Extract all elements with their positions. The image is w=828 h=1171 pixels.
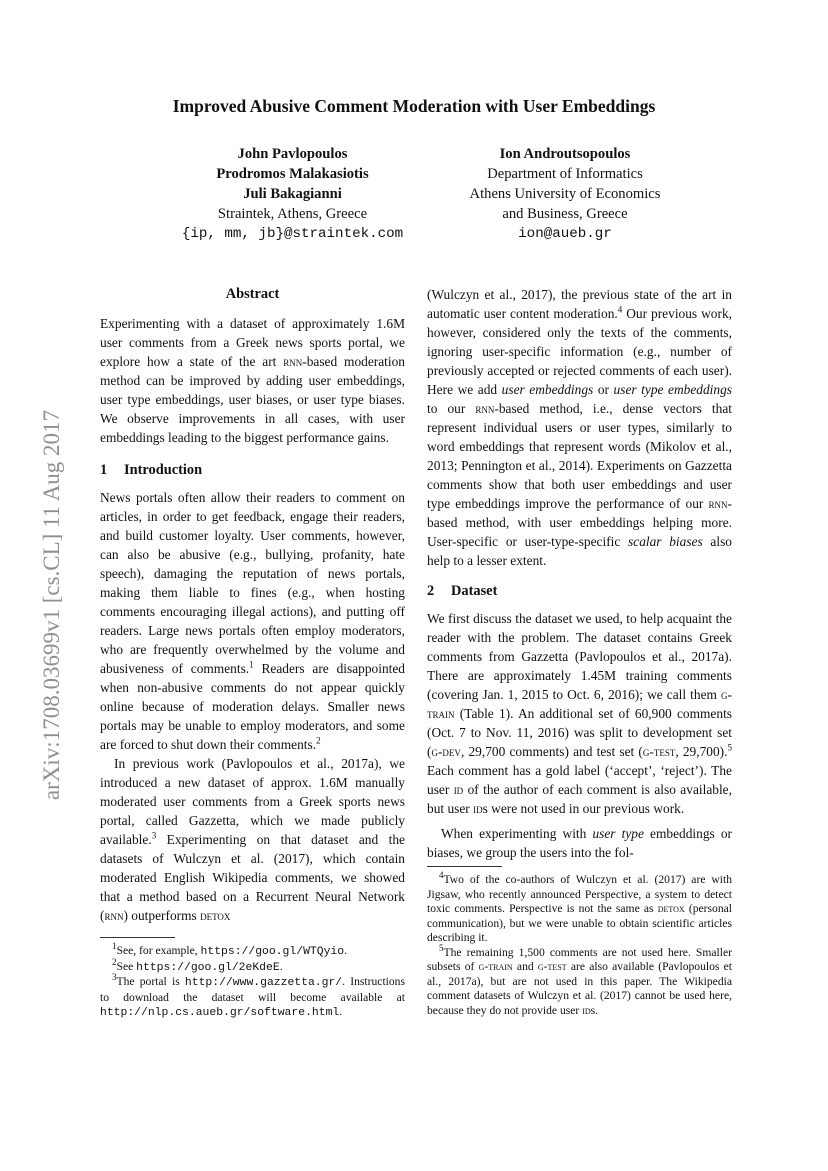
footnote-mark: 1: [249, 659, 254, 670]
paper-title: Improved Abusive Comment Moderation with User Embeddings: [172, 96, 656, 116]
footnote-mark: 2: [316, 735, 321, 746]
author-affiliation: Straintek, Athens, Greece: [217, 206, 368, 222]
author-affiliation: Athens University of Economics: [469, 186, 661, 202]
author-name: John Pavlopoulos: [237, 146, 348, 162]
author-block-left: [140, 144, 445, 244]
abstract-heading: Abstract: [225, 286, 280, 302]
footnote: $^1$See, for example, https://goo.gl/WTQyio.: [112, 941, 347, 958]
footnote: $^4$Two of the co-authors of Wulczyn et al. (2017) are with Jigsaw, who recently announced Perspective, a system to detect toxic comments. Perspective is not the same as detox (personal communication), but we were unable to obtain scientific articles describing it.: [427, 870, 732, 944]
footnote: $^3$The portal is http://www.gazzetta.gr/. Instructions to download the dataset will become available at http://nlp.cs.aueb.gr/software.html.: [100, 972, 405, 1019]
footnote-link: http://nlp.cs.aueb.gr/software.html: [100, 1007, 340, 1019]
author-affiliation: Department of Informatics: [487, 166, 643, 182]
footnote-link: https://goo.gl/WTQyio: [200, 946, 345, 958]
author-block-right: [420, 144, 710, 244]
author-name: Prodromos Malakasiotis: [216, 166, 369, 182]
intro-paragraph: News portals often allow their readers to comment on articles, in order to get feedback, engage their readers, and build customer loyalty. User comments, however, can also be abusive (e.g., bullying, profanity, hate speech), damaging the reputation of news portals, making them liable to fines (e.g., when hosting comments encouraging illegal actions), and putting off readers. Large news portals often employ moderators, who are frequently overwhelmed by the volume and abusiveness of comments.$^1$ Readers are disappointed when non-abusive comments do not appear quickly online because of moderation delays. Smaller news portals may be unable to employ moderators, and some are forced to shut down their comments.$^2$: [100, 490, 405, 752]
footnote-link: https://goo.gl/2eKdeE: [136, 961, 280, 974]
footnote-rule: [100, 937, 175, 938]
author-email: ion@aueb.gr: [518, 226, 612, 242]
right-column: [427, 285, 732, 1018]
author-name: Ion Androutsopoulos: [499, 146, 631, 162]
section-heading-dataset: 2 Dataset: [427, 583, 498, 599]
intro-paragraph-continued: (Wulczyn et al., 2017), the previous state of the art in automatic user content moderation.$^4$ Our previous work, however, considered only the texts of the comments, ignoring user-specific information (e.g., number of previously accepted or rejected comments of each user). Here we add user embeddings or user type embeddings to our rnn-based method, i.e., dense vectors that represent individual users or user types, similarly to word embeddings that represent words (Mikolov et al., 2013; Pennington et al., 2014). Experiments on Gazzetta comments show that both user embeddings and user type embeddings improve the performance of our rnn-based method, with user embeddings helping more. User-specific or user-type-specific scalar biases also help to a lesser extent.: [427, 287, 732, 568]
intro-paragraph: In previous work (Pavlopoulos et al., 2017a), we introduced a new dataset of approx. 1.6M manually moderated user comments from a Greek sports news portal, called Gazzetta, which we made publicly available.$^3$ Experimenting on that dataset and the datasets of Wulczyn et al. (2017), which contain moderated English Wikipedia comments, we showed that a method based on a Recurrent Neural Network (rnn) outperforms detox: [100, 756, 405, 923]
abstract-text: Experimenting with a dataset of approximately 1.6M user comments from a Greek news sports portal, we explore how a state of the art rnn-based moderation method can be improved by adding user embeddings, user type embeddings, user biases, or user type biases. We observe improvements in all cases, with user embeddings leading to the biggest performance gains.: [100, 316, 406, 445]
footnote-mark: 4: [617, 304, 623, 315]
footnote-rule: [427, 866, 502, 867]
section-heading-introduction: 1 Introduction: [100, 462, 203, 478]
footnote-mark: 3: [151, 830, 157, 841]
dataset-paragraph: When experimenting with user type embeddings or biases, we group the users into the fol-: [427, 826, 733, 860]
footnote-mark: 5: [727, 742, 732, 753]
left-column: [100, 285, 405, 1021]
dataset-paragraph: We first discuss the dataset we used, to help acquaint the reader with the problem. The dataset contains Greek comments from Gazzetta (Pavlopoulos et al., 2017a). There are approximately 1.45M training comments (covering Jan. 1, 2015 to Oct. 6, 2016); we call them g-train (Table 1). An additional set of 60,900 comments (Oct. 7 to Nov. 11, 2016) was split to development set (g-dev, 29,700 comments) and test set (g-test, 29,700).$^5$ Each comment has a gold label (‘accept’, ‘reject’). The user id of the author of each comment is also available, but user ids were not used in our previous work.: [427, 611, 732, 816]
footnote: $^5$The remaining 1,500 comments are not used here. Smaller subsets of g-train and g-test are also available (Pavlopoulos et al., 2017a), but are not used in this paper. The Wikipedia comment datasets of Wulczyn et al. (2017) cannot be used here, because they do not provide user ids.: [427, 942, 733, 1017]
footnote-link: http://www.gazzetta.gr/: [184, 977, 343, 989]
author-affiliation: and Business, Greece: [502, 206, 628, 222]
footnote: $^2$See https://goo.gl/2eKdeE.: [112, 956, 283, 974]
author-name: Juli Bakagianni: [243, 186, 342, 202]
arxiv-stamp: arXiv:1708.03699v1 [cs.CL] 11 Aug 2017: [39, 409, 64, 801]
author-email: {ip, mm, jb}@straintek.com: [181, 226, 404, 242]
